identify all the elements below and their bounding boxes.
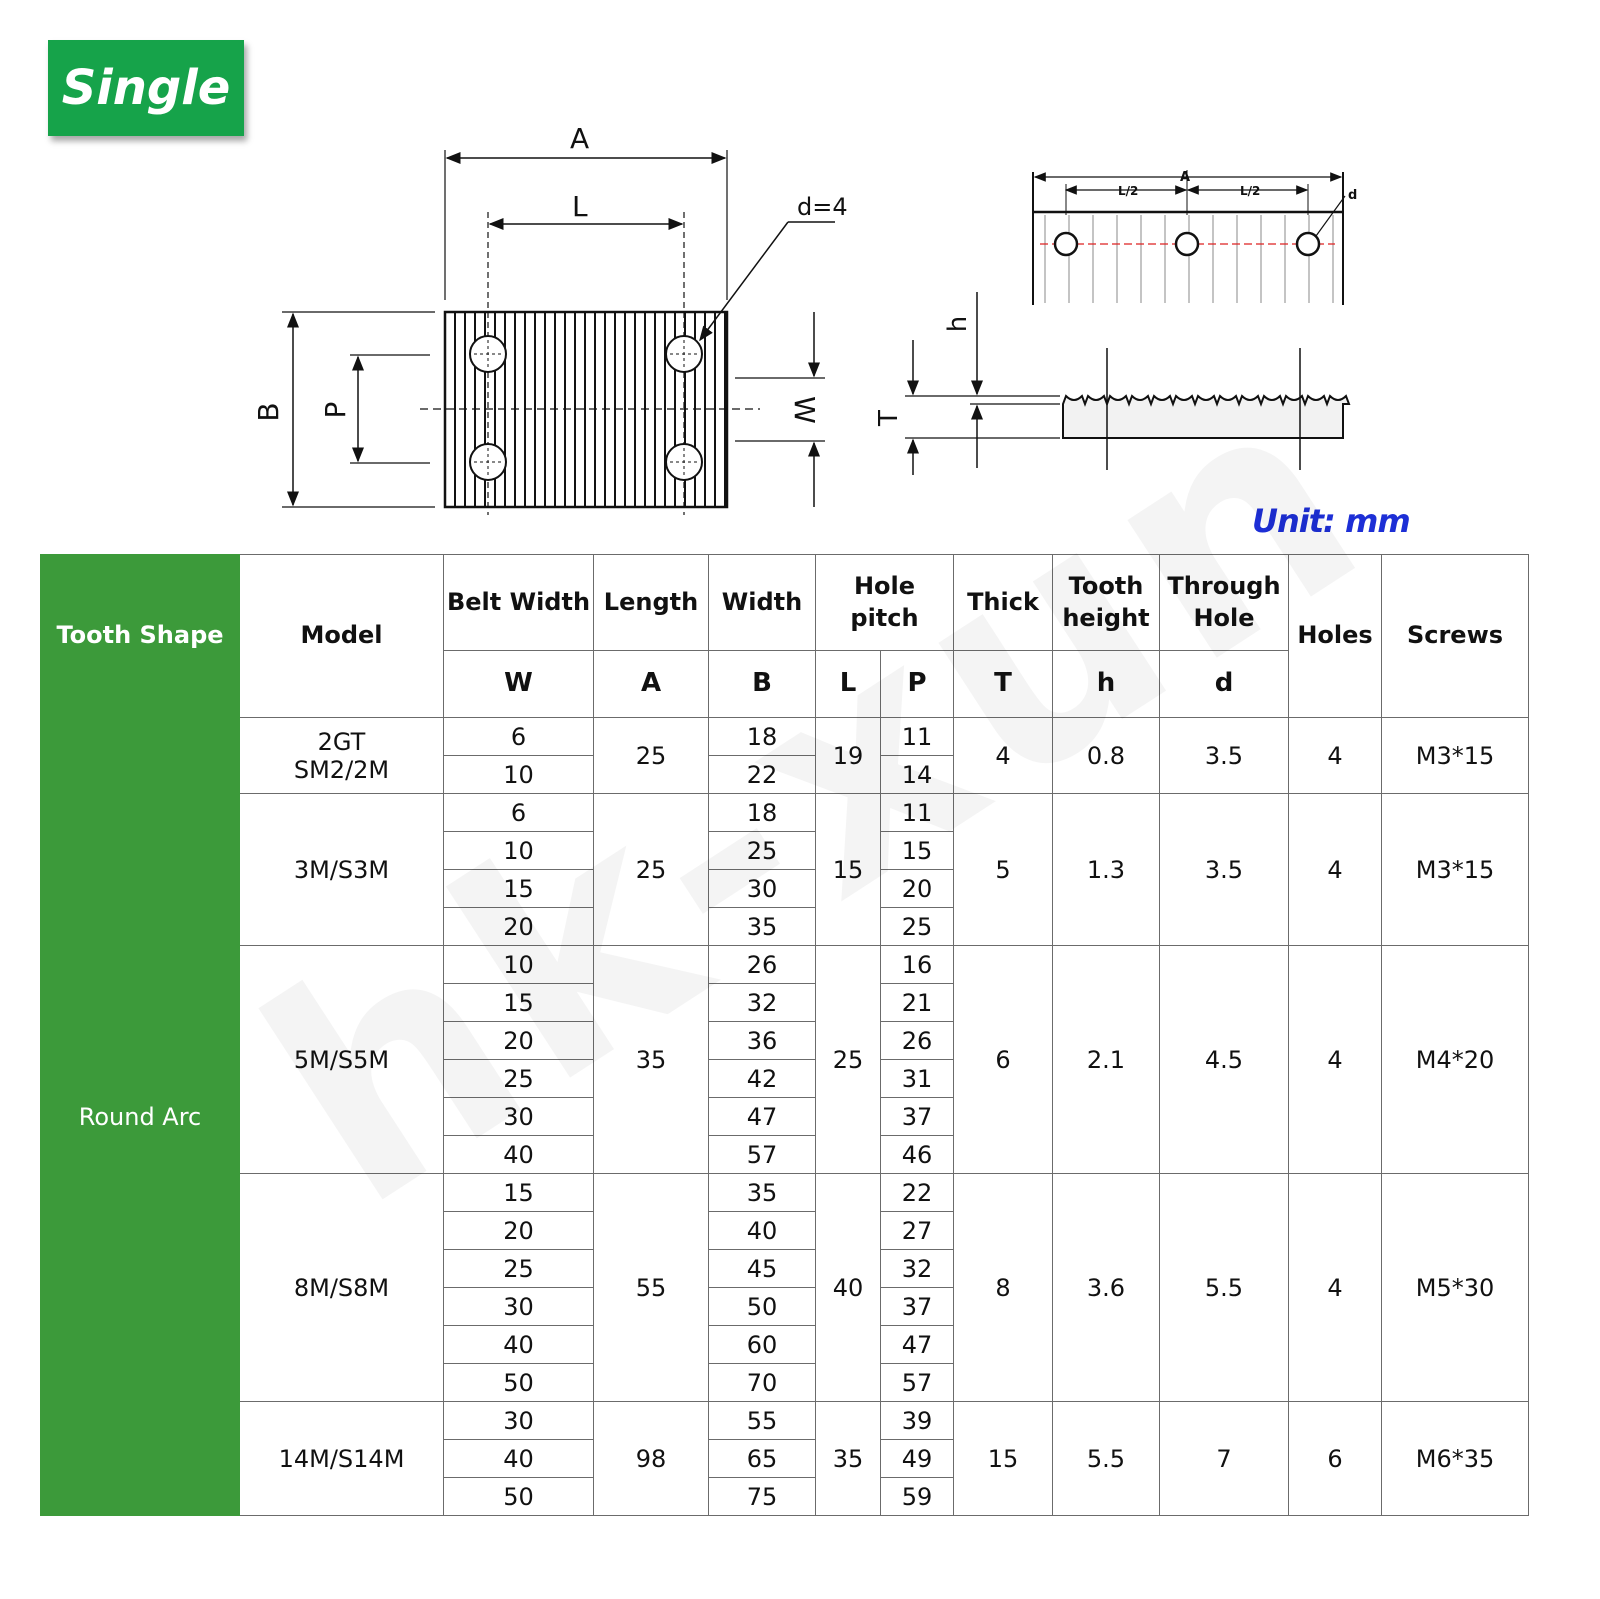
- model-name: 5M/S5M: [293, 1045, 390, 1074]
- header-screws: Screws: [1382, 555, 1529, 718]
- dim-label-half-left: L/2: [1118, 184, 1139, 198]
- dim-label-a: A: [570, 122, 590, 155]
- through-hole-cell: 5.5: [1160, 1174, 1289, 1402]
- hole-pitch-p-cell: 21: [881, 984, 954, 1022]
- hole-pitch-p-cell: 27: [881, 1212, 954, 1250]
- width-cell: 36: [709, 1022, 816, 1060]
- dim-label-a-small: A: [1180, 170, 1191, 185]
- belt-width-cell: 15: [444, 1174, 594, 1212]
- hole-pitch-p-cell: 47: [881, 1326, 954, 1364]
- width-cell: 18: [709, 794, 816, 832]
- width-cell: 18: [709, 718, 816, 756]
- symbol-w: W: [444, 651, 594, 718]
- length-cell: 35: [594, 946, 709, 1174]
- hole-pitch-p-cell: 11: [881, 718, 954, 756]
- header-tooth-height-line2: height: [1062, 603, 1150, 632]
- symbol-b: B: [709, 651, 816, 718]
- width-cell: 57: [709, 1136, 816, 1174]
- model-cell: [240, 794, 444, 946]
- spec-table: [40, 554, 1529, 1516]
- model-cell: [240, 1402, 444, 1516]
- hole-pitch-p-cell: 49: [881, 1440, 954, 1478]
- width-cell: 25: [709, 832, 816, 870]
- through-hole-cell: 3.5: [1160, 794, 1289, 946]
- header-tooth-height-line1: Tooth: [1068, 572, 1144, 601]
- dim-label-t: T: [874, 410, 904, 426]
- front-view-drawing: [282, 150, 835, 515]
- header-through-hole-line1: Through: [1167, 572, 1281, 601]
- header-tooth-height: [1053, 555, 1160, 651]
- side-view-drawing: [1033, 170, 1345, 305]
- width-cell: 42: [709, 1060, 816, 1098]
- tooth-height-cell: 2.1: [1053, 946, 1160, 1174]
- header-tooth-shape: Tooth Shape: [41, 555, 240, 718]
- tooth-height-cell: 5.5: [1053, 1402, 1160, 1516]
- dim-label-l: L: [572, 190, 588, 223]
- belt-width-cell: 40: [444, 1440, 594, 1478]
- hole-pitch-p-cell: 39: [881, 1402, 954, 1440]
- hole-pitch-p-cell: 15: [881, 832, 954, 870]
- profile-view-labels: [874, 316, 973, 427]
- hole-pitch-p-cell: 37: [881, 1288, 954, 1326]
- model-name: 2GT: [317, 727, 366, 756]
- width-cell: 65: [709, 1440, 816, 1478]
- screws-cell: M3*15: [1382, 718, 1529, 794]
- hole-pitch-p-cell: 16: [881, 946, 954, 984]
- hole-pitch-p-cell: 59: [881, 1478, 954, 1516]
- through-hole-cell: 3.5: [1160, 718, 1289, 794]
- belt-width-cell: 20: [444, 908, 594, 946]
- width-cell: 26: [709, 946, 816, 984]
- holes-cell: 4: [1289, 794, 1382, 946]
- belt-width-cell: 20: [444, 1022, 594, 1060]
- dim-label-h: h: [943, 315, 973, 333]
- table-row: [41, 1174, 1529, 1212]
- belt-width-cell: 20: [444, 1212, 594, 1250]
- header-length: Length: [594, 555, 709, 651]
- hole-pitch-p-cell: 14: [881, 756, 954, 794]
- hole-pitch-l-cell: 40: [816, 1174, 881, 1402]
- belt-width-cell: 10: [444, 756, 594, 794]
- model-name: 3M/S3M: [293, 855, 390, 884]
- tooth-height-cell: 0.8: [1053, 718, 1160, 794]
- belt-width-cell: 30: [444, 1098, 594, 1136]
- length-cell: 25: [594, 794, 709, 946]
- hole-pitch-p-cell: 32: [881, 1250, 954, 1288]
- model-name-alt: SM2/2M: [293, 755, 390, 784]
- table-row: [41, 794, 1529, 832]
- holes-cell: 6: [1289, 1402, 1382, 1516]
- width-cell: 32: [709, 984, 816, 1022]
- hole-pitch-p-cell: 20: [881, 870, 954, 908]
- dim-label-b: B: [252, 402, 285, 422]
- header-hole-pitch: Hole pitch: [816, 555, 954, 651]
- belt-width-cell: 25: [444, 1060, 594, 1098]
- hole-pitch-p-cell: 31: [881, 1060, 954, 1098]
- table-row: [41, 946, 1529, 984]
- holes-cell: 4: [1289, 946, 1382, 1174]
- header-width: Width: [709, 555, 816, 651]
- width-cell: 47: [709, 1098, 816, 1136]
- dim-label-d-small: d: [1348, 188, 1358, 203]
- header-holes: Holes: [1289, 555, 1382, 718]
- holes-cell: 4: [1289, 1174, 1382, 1402]
- side-view-labels: [1118, 170, 1357, 203]
- belt-width-cell: 50: [444, 1478, 594, 1516]
- through-hole-cell: 4.5: [1160, 946, 1289, 1174]
- title-badge: Single: [48, 40, 244, 136]
- symbol-h: h: [1053, 651, 1160, 718]
- tooth-height-cell: 3.6: [1053, 1174, 1160, 1402]
- header-thick: Thick: [954, 555, 1053, 651]
- hole-pitch-p-cell: 37: [881, 1098, 954, 1136]
- width-cell: 55: [709, 1402, 816, 1440]
- through-hole-cell: 7: [1160, 1402, 1289, 1516]
- width-cell: 22: [709, 756, 816, 794]
- width-cell: 45: [709, 1250, 816, 1288]
- thick-cell: 6: [954, 946, 1053, 1174]
- symbol-a: A: [594, 651, 709, 718]
- belt-width-cell: 15: [444, 984, 594, 1022]
- hole-pitch-l-cell: 35: [816, 1402, 881, 1516]
- dim-label-half-right: L/2: [1240, 184, 1261, 198]
- symbol-l: L: [816, 651, 881, 718]
- header-through-hole-line2: Hole: [1193, 603, 1255, 632]
- hole-pitch-l-cell: 15: [816, 794, 881, 946]
- hole-pitch-p-cell: 22: [881, 1174, 954, 1212]
- dim-label-p: P: [319, 401, 352, 419]
- width-cell: 35: [709, 1174, 816, 1212]
- screws-cell: M4*20: [1382, 946, 1529, 1174]
- width-cell: 75: [709, 1478, 816, 1516]
- width-cell: 60: [709, 1326, 816, 1364]
- belt-width-cell: 50: [444, 1364, 594, 1402]
- model-name: 14M/S14M: [278, 1444, 405, 1473]
- belt-width-cell: 30: [444, 1288, 594, 1326]
- width-cell: 30: [709, 870, 816, 908]
- belt-width-cell: 30: [444, 1402, 594, 1440]
- hole-pitch-p-cell: 25: [881, 908, 954, 946]
- dim-label-d: d=4: [797, 193, 848, 221]
- thick-cell: 15: [954, 1402, 1053, 1516]
- hole-pitch-l-cell: 19: [816, 718, 881, 794]
- belt-width-cell: 6: [444, 794, 594, 832]
- length-cell: 98: [594, 1402, 709, 1516]
- belt-width-cell: 6: [444, 718, 594, 756]
- belt-width-cell: 10: [444, 946, 594, 984]
- thick-cell: 4: [954, 718, 1053, 794]
- belt-width-cell: 10: [444, 832, 594, 870]
- width-cell: 50: [709, 1288, 816, 1326]
- model-cell: [240, 718, 444, 794]
- header-model: Model: [240, 555, 444, 718]
- model-name: 8M/S8M: [293, 1273, 390, 1302]
- width-cell: 70: [709, 1364, 816, 1402]
- table-row: [41, 718, 1529, 756]
- header-through-hole: [1160, 555, 1289, 651]
- tooth-height-cell: 1.3: [1053, 794, 1160, 946]
- hole-pitch-p-cell: 57: [881, 1364, 954, 1402]
- screws-cell: M5*30: [1382, 1174, 1529, 1402]
- width-cell: 40: [709, 1212, 816, 1250]
- unit-label: Unit: mm: [1252, 502, 1410, 540]
- thick-cell: 8: [954, 1174, 1053, 1402]
- header-belt-width: Belt Width: [444, 555, 594, 651]
- symbol-d: d: [1160, 651, 1289, 718]
- length-cell: 25: [594, 718, 709, 794]
- table-row: [41, 1402, 1529, 1440]
- thick-cell: 5: [954, 794, 1053, 946]
- belt-width-cell: 25: [444, 1250, 594, 1288]
- width-cell: 35: [709, 908, 816, 946]
- belt-width-cell: 40: [444, 1136, 594, 1174]
- hole-pitch-l-cell: 25: [816, 946, 881, 1174]
- model-cell: [240, 1174, 444, 1402]
- length-cell: 55: [594, 1174, 709, 1402]
- belt-width-cell: 40: [444, 1326, 594, 1364]
- dim-label-w: W: [788, 396, 821, 424]
- holes-cell: 4: [1289, 718, 1382, 794]
- model-cell: [240, 946, 444, 1174]
- hole-pitch-p-cell: 46: [881, 1136, 954, 1174]
- hole-pitch-p-cell: 26: [881, 1022, 954, 1060]
- screws-cell: M6*35: [1382, 1402, 1529, 1516]
- tooth-shape-cell: Round Arc: [41, 718, 240, 1516]
- hole-pitch-p-cell: 11: [881, 794, 954, 832]
- tooth-profile: [1063, 396, 1349, 438]
- symbol-t: T: [954, 651, 1053, 718]
- symbol-p: P: [881, 651, 954, 718]
- belt-width-cell: 15: [444, 870, 594, 908]
- technical-drawing: [0, 0, 1600, 550]
- screws-cell: M3*15: [1382, 794, 1529, 946]
